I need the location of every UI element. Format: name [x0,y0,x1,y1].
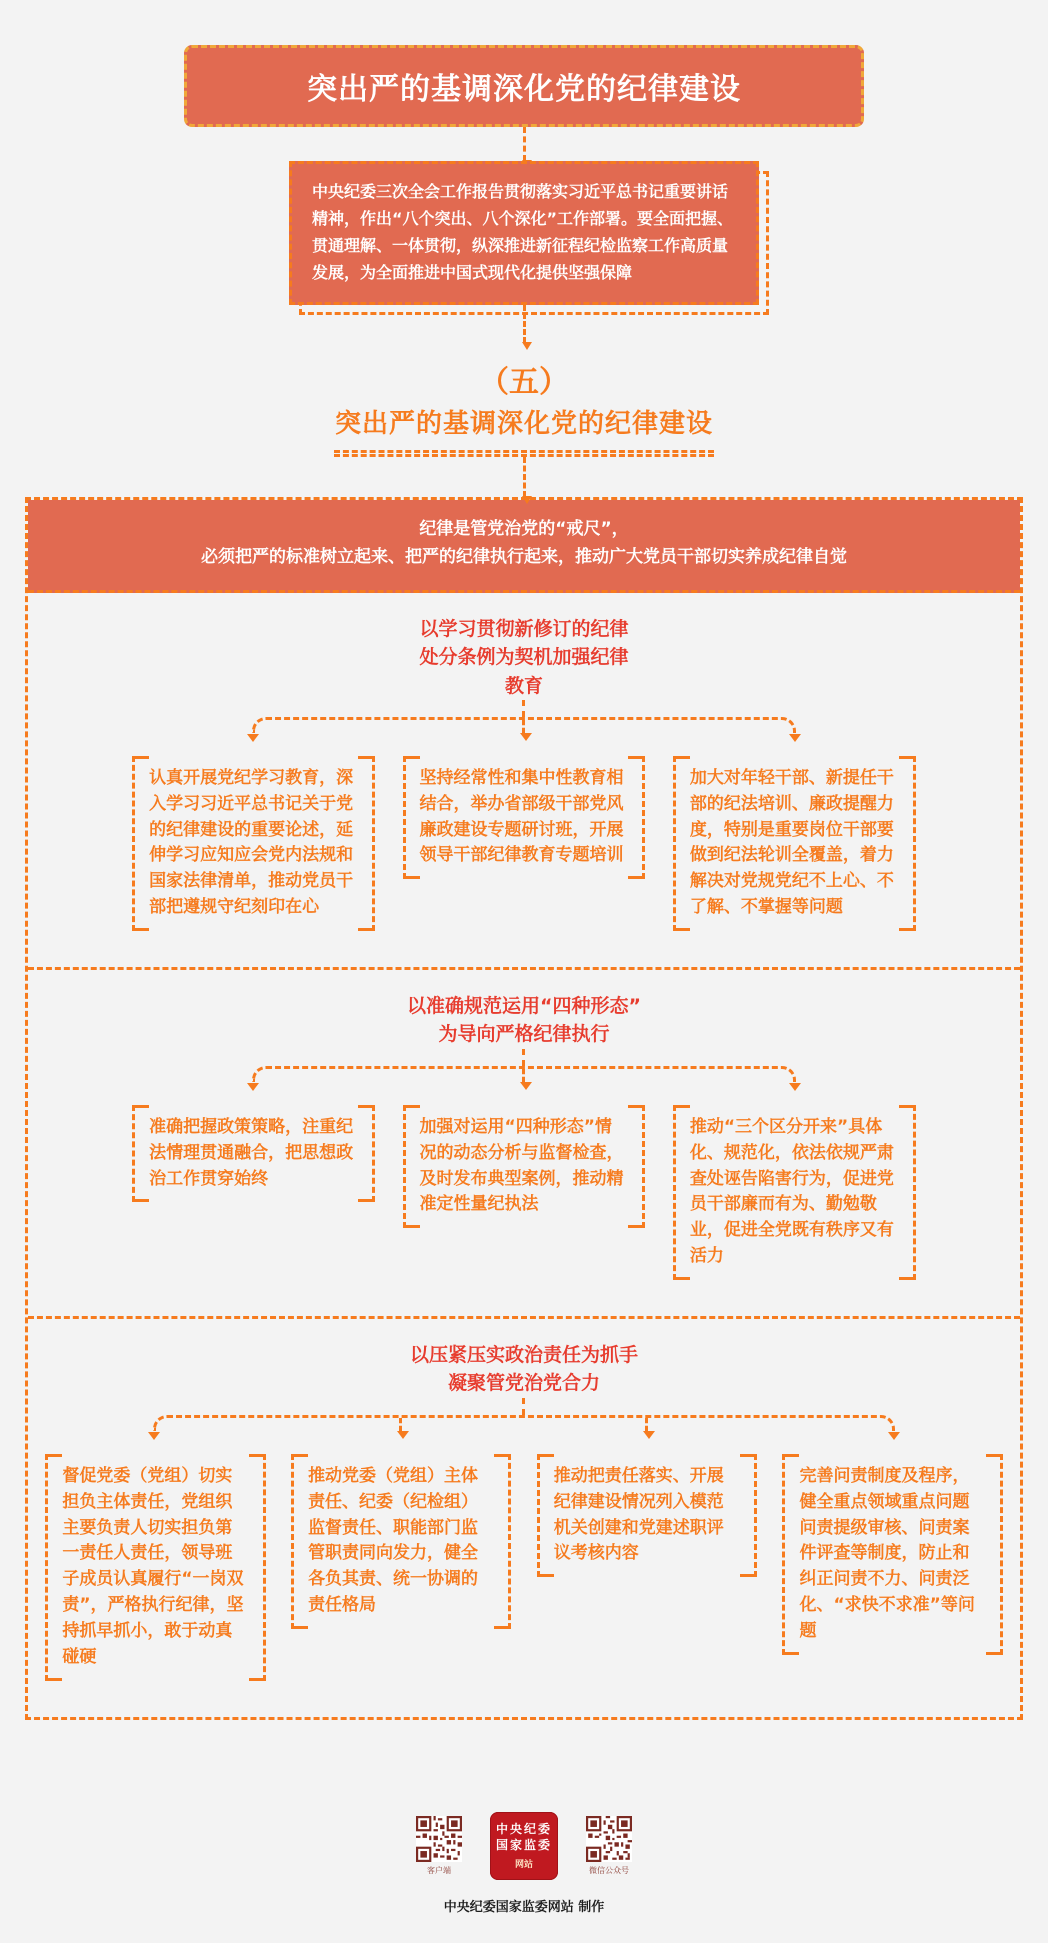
section-four-forms [28,970,1020,1319]
wechat-qr-block [584,1816,634,1876]
card-row [132,1105,916,1280]
section-title: 突出严的基调深化党的纪律建设 [334,408,713,439]
main-title: 突出严的基调深化党的纪律建设 [307,72,741,107]
info-card [45,1454,265,1681]
logo-text: 中央纪委 [495,1821,552,1836]
flowchart-board [25,497,1023,1720]
info-card [132,1105,375,1202]
heading-line: 处分条例为契机加强纪律 [419,646,629,668]
info-card [673,756,916,931]
heading-line: 教育 [504,674,543,697]
app-qr-block [414,1816,464,1876]
logo-text: 网站 [514,1860,533,1871]
credit-line: 中央纪委国家监委网站 制作 [443,1899,605,1915]
info-card [537,1454,757,1577]
down-arrow-icon [523,305,526,343]
logo-text: 国家监委 [495,1838,552,1853]
info-card [782,1454,1002,1655]
section-heading [28,992,1020,1049]
card-text: 推动“三个区分开来”具体化、规范化，依法依规严肃查处诬告陷害行为，促进党员干部廉而有为、勤勉敬业，促进全党既有秩序又有活力 [689,1116,894,1267]
info-card [403,1105,646,1228]
app-qr-code-icon [416,1816,462,1862]
section-heading [28,615,1020,701]
info-card [291,1454,511,1629]
card-row [132,756,916,931]
card-text: 督促党委（党组）切实担负主体责任，党组织主要负责人切实担负第一责任人责任，领导班子成员认真履行“一岗双责”，严格执行纪律，坚持抓早抓小，敢于动真碰硬 [62,1465,244,1667]
heading-line: 凝聚管党治党合力 [447,1372,600,1395]
intro-box [289,161,759,305]
info-card [132,756,375,931]
info-card [673,1105,916,1280]
heading-line: 为导向严格纪律执行 [438,1023,610,1046]
board-banner [28,500,1020,593]
card-text: 加大对年轻干部、新提任干部的纪法培训、廉政提醒力度，特别是重要岗位干部要做到纪法轮训全覆盖，着力解决对党规党纪不上心、不了解、不掌握等问题 [689,768,894,918]
card-text: 完善问责制度及程序，健全重点领域重点问题问责提级审核、问责案件评查等制度，防止和纠正问责不力、问责泛化、“求快不求准”等问题 [799,1465,975,1641]
double-dashed-divider [334,450,714,457]
card-text: 推动党委（党组）主体责任、纪委（纪检组）监督责任、职能部门监管职责同向发力，健全各负其责、统一协调的责任格局 [308,1465,479,1616]
card-text: 坚持经常性和集中性教育相结合，举办省部级干部党风廉政建设专题研讨班，开展领导干部纪律教育专题培训 [419,768,624,866]
section-number: （五） [479,364,569,400]
intro-box-inner [289,161,759,305]
card-text: 准确把握政策策略，注重纪法情理贯通融合，把思想政治工作贯穿始终 [149,1116,354,1189]
branch-connector [45,1398,1002,1454]
heading-line: 以准确规范运用“四种形态” [407,994,641,1017]
card-row [45,1454,1002,1681]
banner-line: 纪律是管党治党的“戒尺”， [419,518,629,539]
down-arrow-icon [523,457,526,497]
section-heading [28,1341,1020,1398]
intro-text: 中央纪委三次全会工作报告贯彻落实习近平总书记重要讲话精神，作出“八个突出、八个深化”工作部署。要全面把握、贯通理解、一体贯彻，纵深推进新征程纪检监察工作高质量发展，为全面推进中国式现代化提供坚强保障 [312,182,734,282]
ccdi-logo [490,1812,558,1880]
banner-line: 必须把严的标准树立起来、把严的纪律执行起来，推动广大党员干部切实养成纪律自觉 [201,547,847,567]
card-text: 推动把责任落实、开展纪律建设情况列入模范机关创建和党建述职评议考核内容 [553,1465,724,1564]
footer [0,1812,1048,1915]
info-card [403,756,646,879]
branch-connector [132,700,916,756]
down-arrow-icon [523,127,526,161]
main-title-box [184,45,864,127]
section-political-responsibility [28,1319,1020,1717]
wechat-qr-label: 微信公众号 [589,1865,629,1875]
wechat-qr-code-icon [586,1816,632,1862]
branch-connector [132,1049,916,1105]
card-text: 认真开展党纪学习教育，深入学习习近平总书记关于党的纪律建设的重要论述，延伸学习应知应会党内法规和国家法律清单，推动党员干部把遵规守纪刻印在心 [149,768,354,918]
app-qr-label: 客户端 [427,1865,451,1875]
heading-line: 以压紧压实政治责任为抓手 [409,1343,638,1366]
heading-line: 以学习贯彻新修订的纪律 [419,617,629,640]
section-discipline-education [28,593,1020,970]
card-text: 加强对运用“四种形态”情况的动态分析与监督检查，及时发布典型案例，推动精准定性量纪执法 [419,1116,624,1215]
